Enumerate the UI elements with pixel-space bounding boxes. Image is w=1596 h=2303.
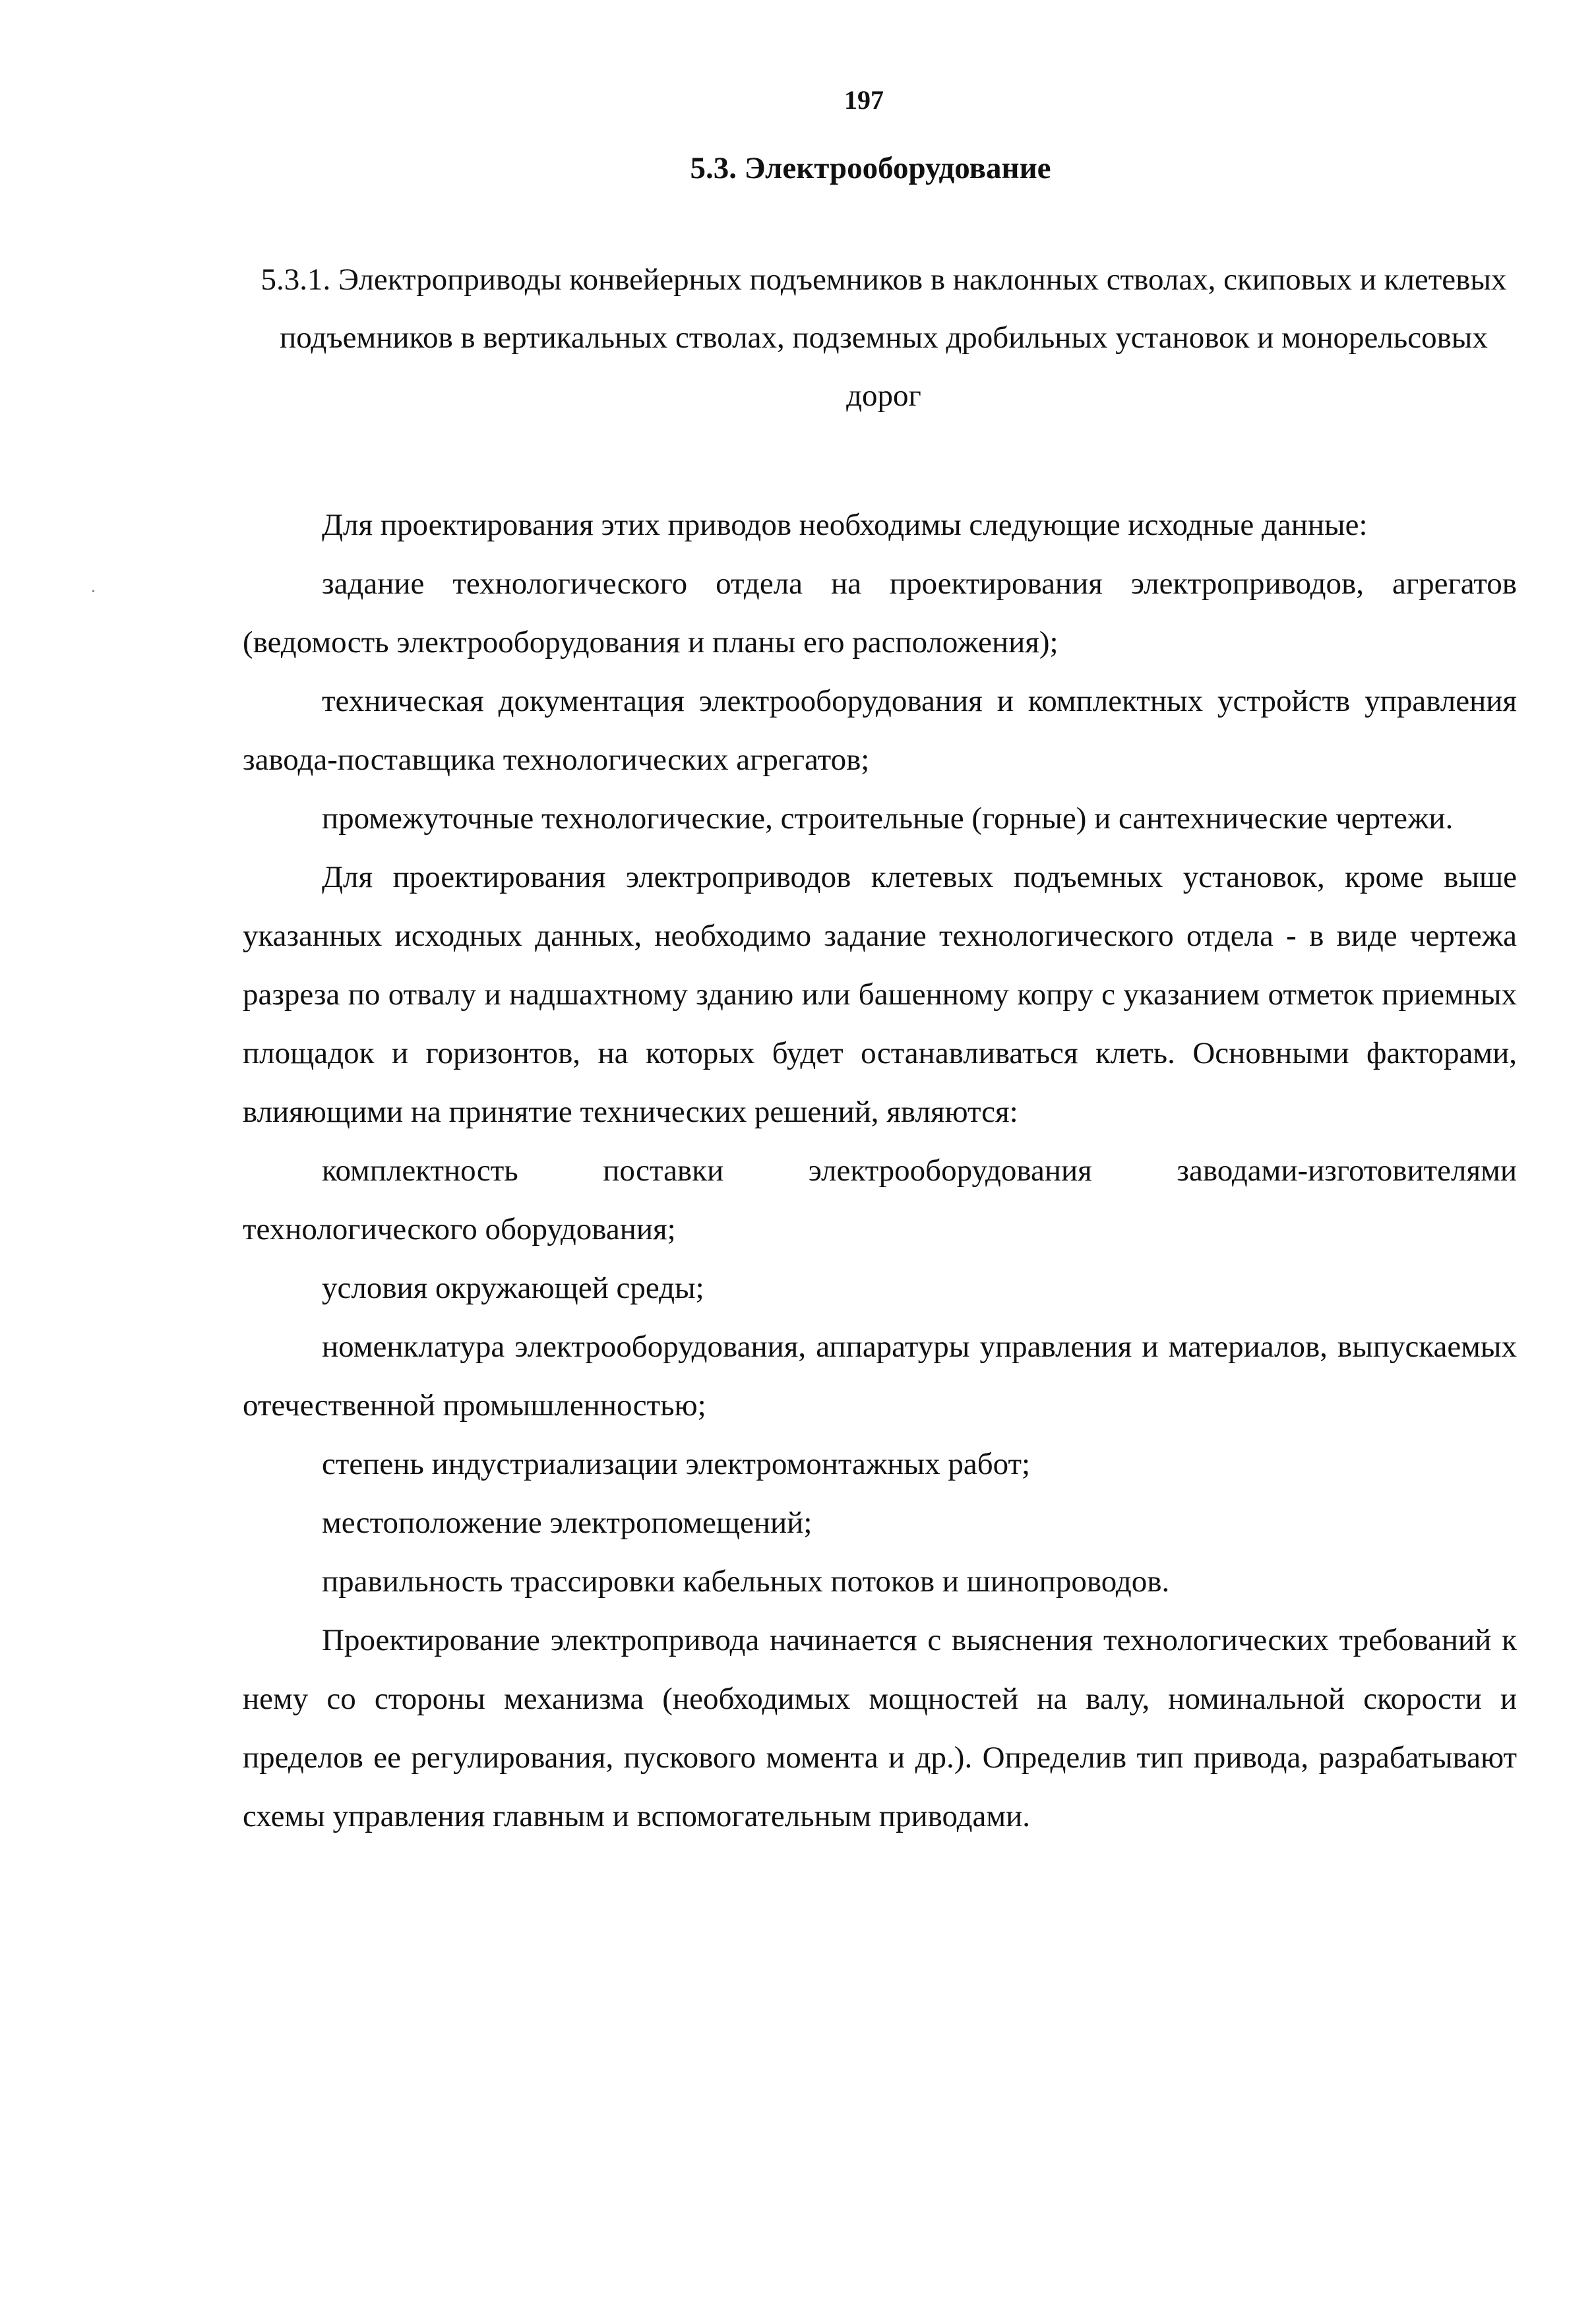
paragraph-list-item: техническая документация электрооборудования и комплектных устройств управления завода-поставщика технологических агрегатов; xyxy=(243,684,1517,777)
paragraph-body: Для проектирования электроприводов клетевых подъемных установок, кроме выше указанных исходных данных, необходимо задание технологического отдела - в виде чертежа разреза по отвалу и надшахтному зданию или башенному копру с указанием отметок приемных площадок и горизонтов, на которых будет останавливаться клеть. Основными факторами, влияющими на принятие технических решений, являются: xyxy=(243,860,1517,1129)
paragraph-list-item: номенклатура электрооборудования, аппаратуры управления и материалов, выпускаемых отечественной промышленностью; xyxy=(243,1330,1517,1423)
paragraph-list-item: задание технологического отдела на проектирования электроприводов, агрегатов (ведомость электрооборудования и планы его расположения); xyxy=(243,567,1517,660)
paragraph-list-item: степень индустриализации электромонтажных работ; xyxy=(322,1447,1031,1481)
section-title: 5.3. Электрооборудование xyxy=(690,151,1051,185)
scan-speck xyxy=(92,590,94,592)
paragraph-list-item: условия окружающей среды; xyxy=(322,1271,704,1305)
subsection-title: 5.3.1. Электроприводы конвейерных подъемников в наклонных стволах, скиповых и клетевых подъемников в вертикальных стволах, подземных дробильных установок и монорельсовых дорог xyxy=(261,262,1507,413)
page-number: 197 xyxy=(844,85,884,115)
paragraph-body: Проектирование электропривода начинается с выяснения технологических требований к нему со стороны механизма (необходимых мощностей на валу, номинальной скорости и пределов ее регулирования, пускового момента и др.). Определив тип привода, разрабатывают схемы управления главным и вспомогательным приводами. xyxy=(243,1623,1517,1833)
paragraph-intro: Для проектирования этих приводов необходимы следующие исходные данные: xyxy=(322,508,1368,542)
paragraph-list-item: комплектность поставки электрооборудования заводами-изготовителями технологического оборудования; xyxy=(243,1153,1517,1246)
paragraph-list-item: промежуточные технологические, строительные (горные) и сантехнические чертежи. xyxy=(322,801,1454,836)
paragraph-list-item: правильность трассировки кабельных потоков и шинопроводов. xyxy=(322,1564,1170,1599)
paragraph-list-item: местоположение электропомещений; xyxy=(322,1506,813,1540)
body-text xyxy=(243,496,1517,1846)
